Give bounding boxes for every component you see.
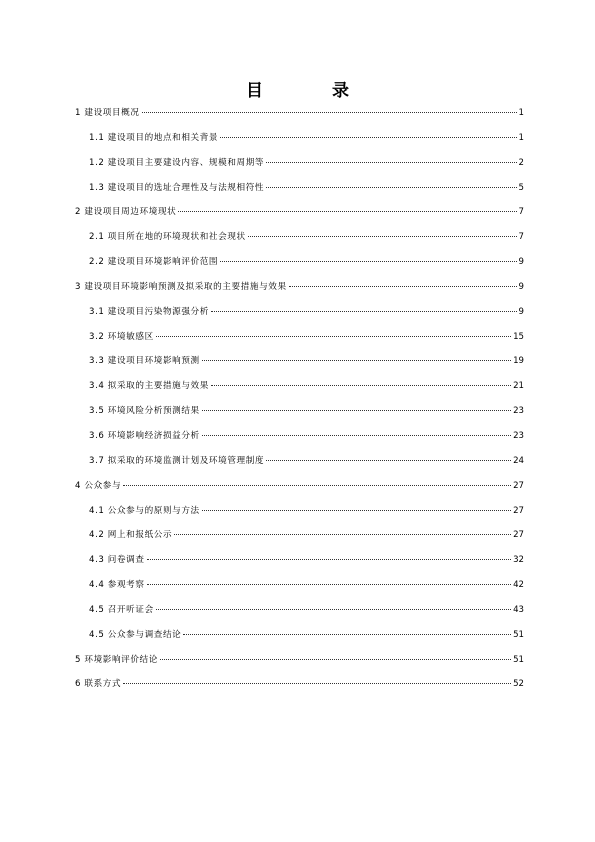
toc-page-number: 9	[518, 257, 524, 268]
toc-entry-text: 3.4 拟采取的主要措施与效果	[89, 381, 209, 392]
dot-leader	[160, 659, 511, 660]
toc-entry[interactable]	[75, 280, 524, 305]
toc-entry-text: 6 联系方式	[75, 679, 122, 690]
dot-leader	[156, 609, 511, 610]
toc-entry[interactable]	[75, 156, 524, 181]
toc-entry-text: 1.2 建设项目主要建设内容、规模和周期等	[89, 157, 265, 168]
toc-entry-text: 5 环境影响评价结论	[75, 654, 158, 665]
toc-entry[interactable]	[75, 454, 524, 479]
toc-entry[interactable]	[75, 429, 524, 454]
toc-page-number: 27	[513, 530, 524, 541]
dot-leader	[174, 534, 511, 535]
dot-leader	[156, 336, 511, 337]
dot-leader	[202, 360, 511, 361]
toc-entry[interactable]	[75, 504, 524, 529]
toc-entry-text: 4.4 参观考察	[89, 580, 145, 591]
toc-page-number: 9	[518, 281, 524, 292]
toc-entry-text: 1 建设项目概况	[75, 108, 140, 118]
dot-leader	[147, 559, 511, 560]
toc-page-number: 51	[513, 654, 524, 665]
dot-leader	[178, 211, 516, 212]
toc-page-number: 32	[513, 555, 524, 566]
toc-entry[interactable]	[75, 677, 524, 702]
dot-leader	[248, 236, 517, 237]
toc-page-number: 2	[518, 157, 524, 168]
toc-page-number: 24	[513, 455, 524, 466]
toc-page-number: 21	[513, 381, 524, 392]
toc-page-number: 43	[513, 604, 524, 615]
toc-entry[interactable]	[75, 330, 524, 355]
dot-leader	[142, 112, 517, 113]
toc-entry-text: 3.7 拟采取的环境监测计划及环境管理制度	[89, 455, 265, 466]
dot-leader	[266, 187, 516, 188]
toc-entry[interactable]	[75, 106, 524, 131]
toc-page-number: 27	[513, 505, 524, 516]
toc-entry-text: 4.3 问卷调查	[89, 555, 145, 566]
toc-entry-text: 2 建设项目周边环境现状	[75, 207, 177, 218]
toc-entry-text: 4.1 公众参与的原则与方法	[89, 505, 200, 516]
dot-leader	[266, 162, 516, 163]
toc-entry[interactable]	[75, 131, 524, 156]
toc-entry[interactable]	[75, 205, 524, 230]
toc-entry[interactable]	[75, 528, 524, 553]
toc-entry[interactable]	[75, 578, 524, 603]
page-title: 目 录	[246, 81, 375, 101]
toc-page-number: 9	[518, 306, 524, 317]
toc-page-number: 23	[513, 406, 524, 417]
toc-entry[interactable]	[75, 255, 524, 280]
toc-entry[interactable]	[75, 479, 524, 504]
toc-entry-text: 4.5 召开听证会	[89, 604, 154, 615]
toc-entry[interactable]	[75, 404, 524, 429]
dot-leader	[123, 683, 511, 684]
toc-page-number: 1	[518, 108, 524, 118]
toc-entry[interactable]	[75, 628, 524, 653]
toc-page-number: 51	[513, 629, 524, 640]
toc-entry-text: 3.6 环境影响经济损益分析	[89, 430, 200, 441]
toc-entry[interactable]	[75, 230, 524, 255]
toc-entry-text: 4.5 公众参与调查结论	[89, 629, 182, 640]
toc-entry[interactable]	[75, 653, 524, 678]
dot-leader	[123, 485, 511, 486]
dot-leader	[202, 510, 511, 511]
dot-leader	[147, 584, 511, 585]
toc-page-number: 52	[513, 679, 524, 690]
toc-entry-text: 1.1 建设项目的地点和相关背景	[89, 132, 219, 143]
toc-entry[interactable]	[75, 354, 524, 379]
toc-entry-text: 4.2 网上和报纸公示	[89, 530, 173, 541]
toc-page-number: 1	[518, 132, 524, 143]
dot-leader	[183, 634, 511, 635]
dot-leader	[266, 460, 511, 461]
toc-entry-text: 3.2 环境敏感区	[89, 331, 154, 342]
toc-entry[interactable]	[75, 553, 524, 578]
toc-entry-text: 2.1 项目所在地的环境现状和社会现状	[89, 232, 246, 243]
toc-entry-text: 2.2 建设项目环境影响评价范围	[89, 257, 219, 268]
toc-entry[interactable]	[75, 181, 524, 206]
dot-leader	[202, 410, 511, 411]
table-of-contents	[75, 106, 524, 702]
toc-entry-text: 3.3 建设项目环境影响预测	[89, 356, 200, 367]
dot-leader	[202, 435, 511, 436]
toc-page-number: 27	[513, 480, 524, 491]
dot-leader	[211, 385, 511, 386]
toc-entry[interactable]	[75, 603, 524, 628]
toc-page-number: 23	[513, 430, 524, 441]
toc-entry-text: 3.5 环境风险分析预测结果	[89, 406, 200, 417]
dot-leader	[220, 261, 516, 262]
toc-page-number: 5	[518, 182, 524, 193]
toc-page-number: 7	[518, 232, 524, 243]
dot-leader	[211, 311, 517, 312]
toc-entry[interactable]	[75, 305, 524, 330]
toc-entry-text: 3 建设项目环境影响预测及拟采取的主要措施与效果	[75, 281, 287, 292]
toc-entry-text: 3.1 建设项目污染物源强分析	[89, 306, 209, 317]
toc-entry-text: 1.3 建设项目的选址合理性及与法规相符性	[89, 182, 265, 193]
dot-leader	[220, 137, 516, 138]
dot-leader	[289, 286, 517, 287]
toc-page-number: 42	[513, 580, 524, 591]
toc-page-number: 19	[513, 356, 524, 367]
toc-entry-text: 4 公众参与	[75, 480, 122, 491]
toc-page-number: 7	[518, 207, 524, 218]
toc-entry[interactable]	[75, 379, 524, 404]
toc-page-number: 15	[513, 331, 524, 342]
